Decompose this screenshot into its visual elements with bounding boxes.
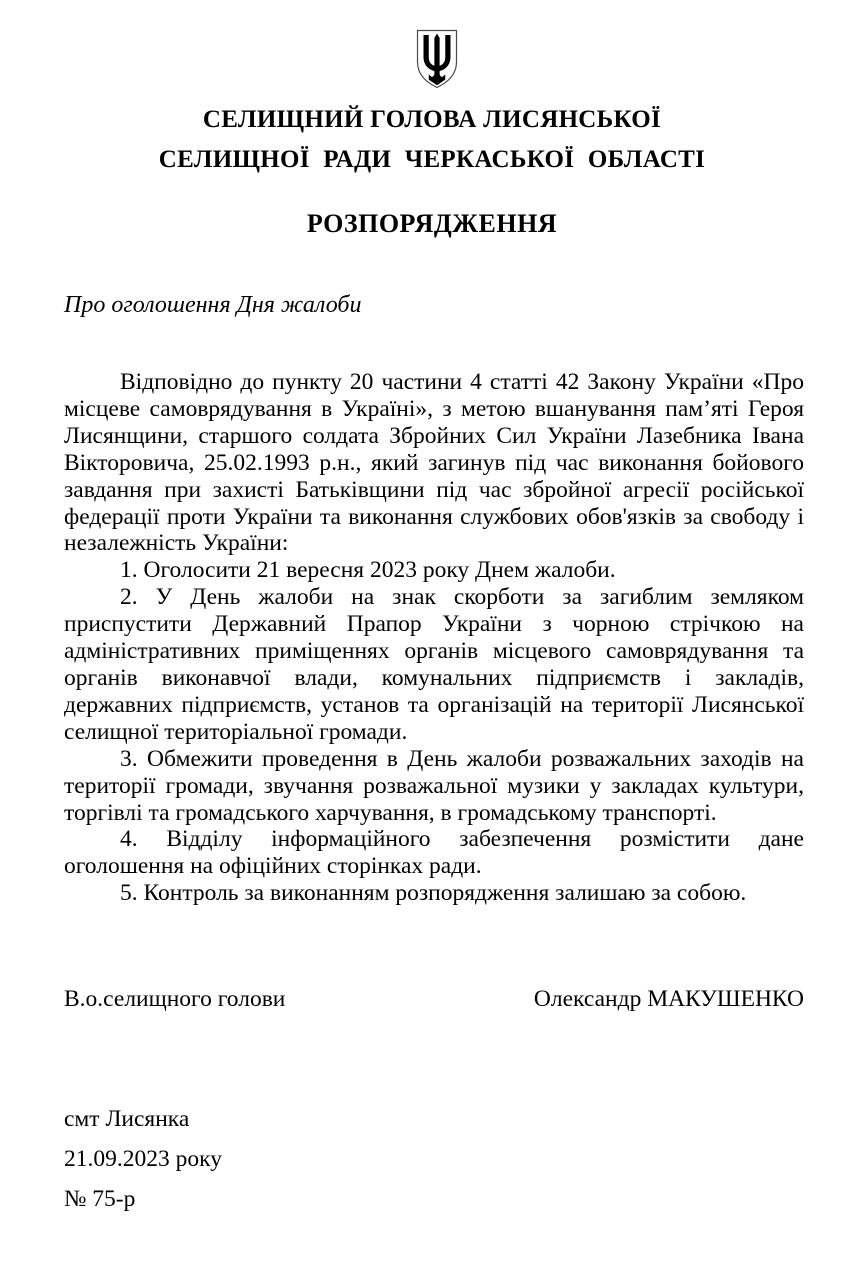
org-name-line-1: СЕЛИЩНИЙ ГОЛОВА ЛИСЯНСЬКОЇ [202,106,662,133]
signature-name: Олександр МАКУШЕНКО [533,986,804,1012]
body-paragraph-item-5: 5. Контроль за виконанням розпорядження залишаю за собою. [120,880,747,907]
document-footer [64,1106,222,1226]
body-paragraph-preamble: Відповідно до пункту 20 частини 4 статті 42 Закону України «Про місцеве самоврядування в Україні», з метою вшанування пам’яті Героя Лисянщини, старшого солдата Збройних Сил України Лазебника Івана Вікторовича, 25.02.1993 р.н., який загинув під час виконання бойового завдання при захисті Батьківщини під час збройної агресії російської федерації проти України та виконання службових обов'язків за свободу і незалежність України: [64,369,804,557]
ukraine-trident-icon [413,25,461,93]
footer-place: смт Лисянка [64,1106,190,1132]
document-type-title: РОЗПОРЯДЖЕННЯ [306,209,558,238]
body-paragraph-item-1: 1. Оголосити 21 вересня 2023 року Днем жалоби. [120,557,616,584]
document-subject: Про оголошення Дня жалоби [64,292,362,318]
signature-position: В.о.селищного голови [64,986,286,1012]
signature-block [64,986,804,1013]
body-paragraph-item-4: 4. Відділу інформаційного забезпечення розмістити дане оголошення на офіційних сторінках ради. [64,826,804,880]
org-name-header [62,100,802,180]
body-paragraph-item-2: 2. У День жалоби на знак скорботи за загиблим земляком приспустити Державний Прапор України з чорною стрічкою на адміністративних приміщеннях органів місцевого самоврядування та органів виконавчої влади, комунальних підприємств і закладів, державних підприємств, установ та організацій на території Лисянської селищної територіальної громади. [64,584,804,745]
org-name-line-2: СЕЛИЩНОЇ РАДИ ЧЕРКАСЬКОЇ ОБЛАСТІ [158,146,706,173]
body-paragraph-item-3: 3. Обмежити проведення в День жалоби розважальних заходів на території громади, звучання розважальної музики у закладах культури, торгівлі та громадського харчування, в громадському транспорті. [64,745,804,826]
footer-date: 21.09.2023 року [64,1146,222,1172]
footer-number: № 75-р [64,1186,136,1212]
document-body [64,369,804,907]
